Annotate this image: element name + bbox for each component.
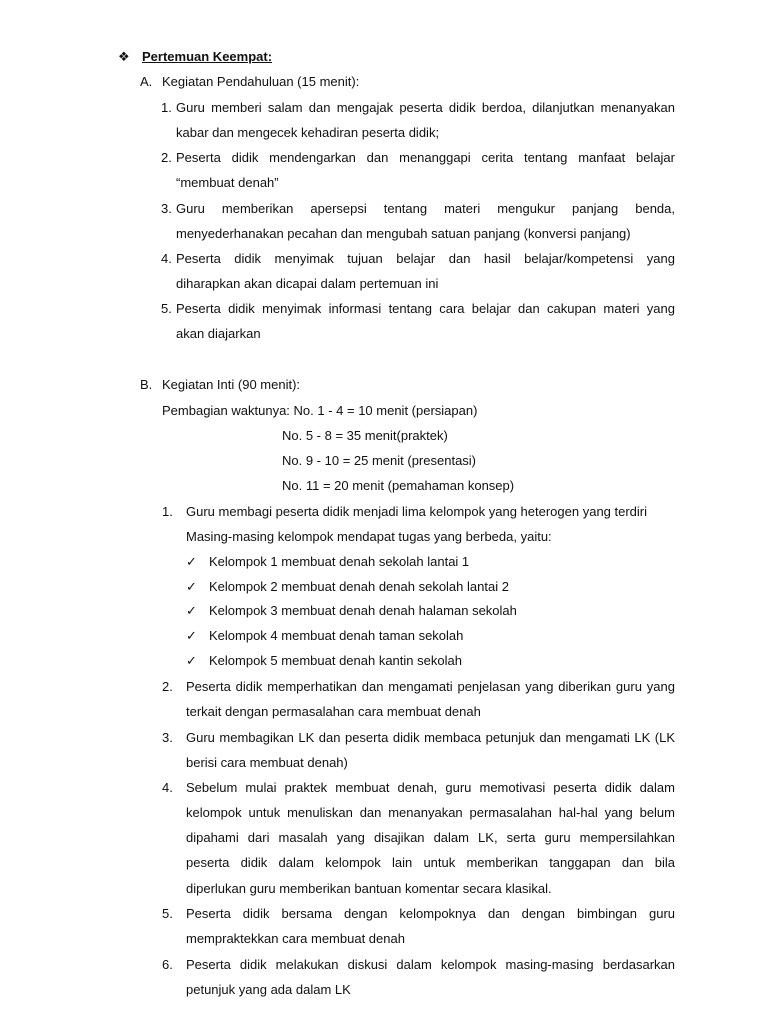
check-item: Kelompok 4 membuat denah taman sekolah: [209, 628, 464, 643]
b-item-number: 4.: [162, 780, 173, 795]
b-item-text: petunjuk yang ada dalam LK: [186, 982, 351, 997]
b-item-text: Peserta didik melakukan diskusi dalam kelompok masing-masing berdasarkan: [186, 957, 675, 972]
b-item-text: mempraktekkan cara membuat denah: [186, 931, 405, 946]
b-item-number: 5.: [162, 906, 173, 921]
section-b-marker: B.: [140, 377, 153, 392]
check-item: Kelompok 2 membuat denah denah sekolah lantai 2: [209, 579, 509, 594]
section-a-title: Kegiatan Pendahuluan (15 menit):: [162, 74, 360, 89]
b-item-text: terkait dengan permasalahan cara membuat denah: [186, 704, 481, 719]
b-item-number: 1.: [162, 504, 173, 519]
section-b-title: Kegiatan Inti (90 menit):: [162, 377, 301, 392]
a-item-text: Guru memberikan apersepsi tentang materi mengukur panjang benda,: [176, 201, 675, 216]
a-item-text: “membuat denah”: [176, 175, 279, 190]
time-row: No. 11 = 20 menit (pemahaman konsep): [282, 478, 515, 493]
b-item-number: 6.: [162, 957, 173, 972]
b-item-number: 2.: [162, 679, 173, 694]
section-heading: Pertemuan Keempat:: [142, 49, 273, 64]
checkmark-icon: ✓: [186, 554, 197, 569]
a-item-number: 1.: [161, 100, 172, 115]
a-item-text: Peserta didik menyimak informasi tentang cara belajar dan cakupan materi yang: [176, 301, 675, 316]
b-item-text: kelompok untuk menuliskan dan menanyakan permasalahan hal-hal yang belum: [186, 805, 675, 820]
a-item-text: Peserta didik menyimak tujuan belajar dan hasil belajar/kompetensi yang: [176, 251, 675, 266]
checkmark-icon: ✓: [186, 653, 197, 668]
time-row: No. 9 - 10 = 25 menit (presentasi): [282, 453, 477, 468]
a-item-text: kabar dan mengecek kehadiran peserta didik;: [176, 125, 440, 140]
checkmark-icon: ✓: [186, 603, 197, 618]
checkmark-icon: ✓: [186, 628, 197, 643]
b-item-text: dipahami dari masalah yang disajikan dalam LK, serta guru mempersilahkan: [186, 830, 675, 845]
checkmark-icon: ✓: [186, 579, 197, 594]
a-item-text: diharapkan akan dicapai dalam pertemuan ini: [176, 276, 439, 291]
b-item-text: Sebelum mulai praktek membuat denah, guru memotivasi peserta didik dalam: [186, 780, 675, 795]
a-item-text: Guru memberi salam dan mengajak peserta didik berdoa, dilanjutkan menanyakan: [176, 100, 675, 115]
a-item-number: 4.: [161, 251, 172, 266]
b-item-text: Masing-masing kelompok mendapat tugas yang berbeda, yaitu:: [186, 529, 552, 544]
b-item-text: Peserta didik memperhatikan dan mengamati penjelasan yang diberikan guru yang: [186, 679, 675, 694]
b-item-text: berisi cara membuat denah): [186, 755, 348, 770]
a-item-text: Peserta didik mendengarkan dan menanggapi cerita tentang manfaat belajar: [176, 150, 675, 165]
check-item: Kelompok 3 membuat denah denah halaman sekolah: [209, 603, 517, 618]
a-item-text: menyederhanakan pecahan dan mengubah satuan panjang (konversi panjang): [176, 226, 631, 241]
b-item-text: peserta didik dalam kelompok lain untuk memberikan tanggapan dan bila: [186, 855, 675, 870]
b-item-text: Guru membagi peserta didik menjadi lima kelompok yang heterogen yang terdiri: [186, 504, 648, 519]
time-row: No. 5 - 8 = 35 menit(praktek): [282, 428, 448, 443]
b-item-text: Guru membagikan LK dan peserta didik membaca petunjuk dan mengamati LK (LK: [186, 730, 675, 745]
check-item: Kelompok 5 membuat denah kantin sekolah: [209, 653, 462, 668]
section-a-marker: A.: [140, 74, 153, 89]
check-item: Kelompok 1 membuat denah sekolah lantai 1: [209, 554, 470, 569]
diamond-bullet-icon: ❖: [118, 49, 130, 64]
a-item-number: 3.: [161, 201, 172, 216]
a-item-number: 2.: [161, 150, 172, 165]
a-item-number: 5.: [161, 301, 172, 316]
b-item-number: 3.: [162, 730, 173, 745]
a-item-text: akan diajarkan: [176, 326, 261, 341]
time-intro: Pembagian waktunya: No. 1 - 4 = 10 menit (persiapan): [162, 403, 478, 418]
b-item-text: diperlukan guru memberikan bantuan komentar secara klasikal.: [186, 881, 552, 896]
b-item-text: Peserta didik bersama dengan kelompoknya dan dengan bimbingan guru: [186, 906, 675, 921]
